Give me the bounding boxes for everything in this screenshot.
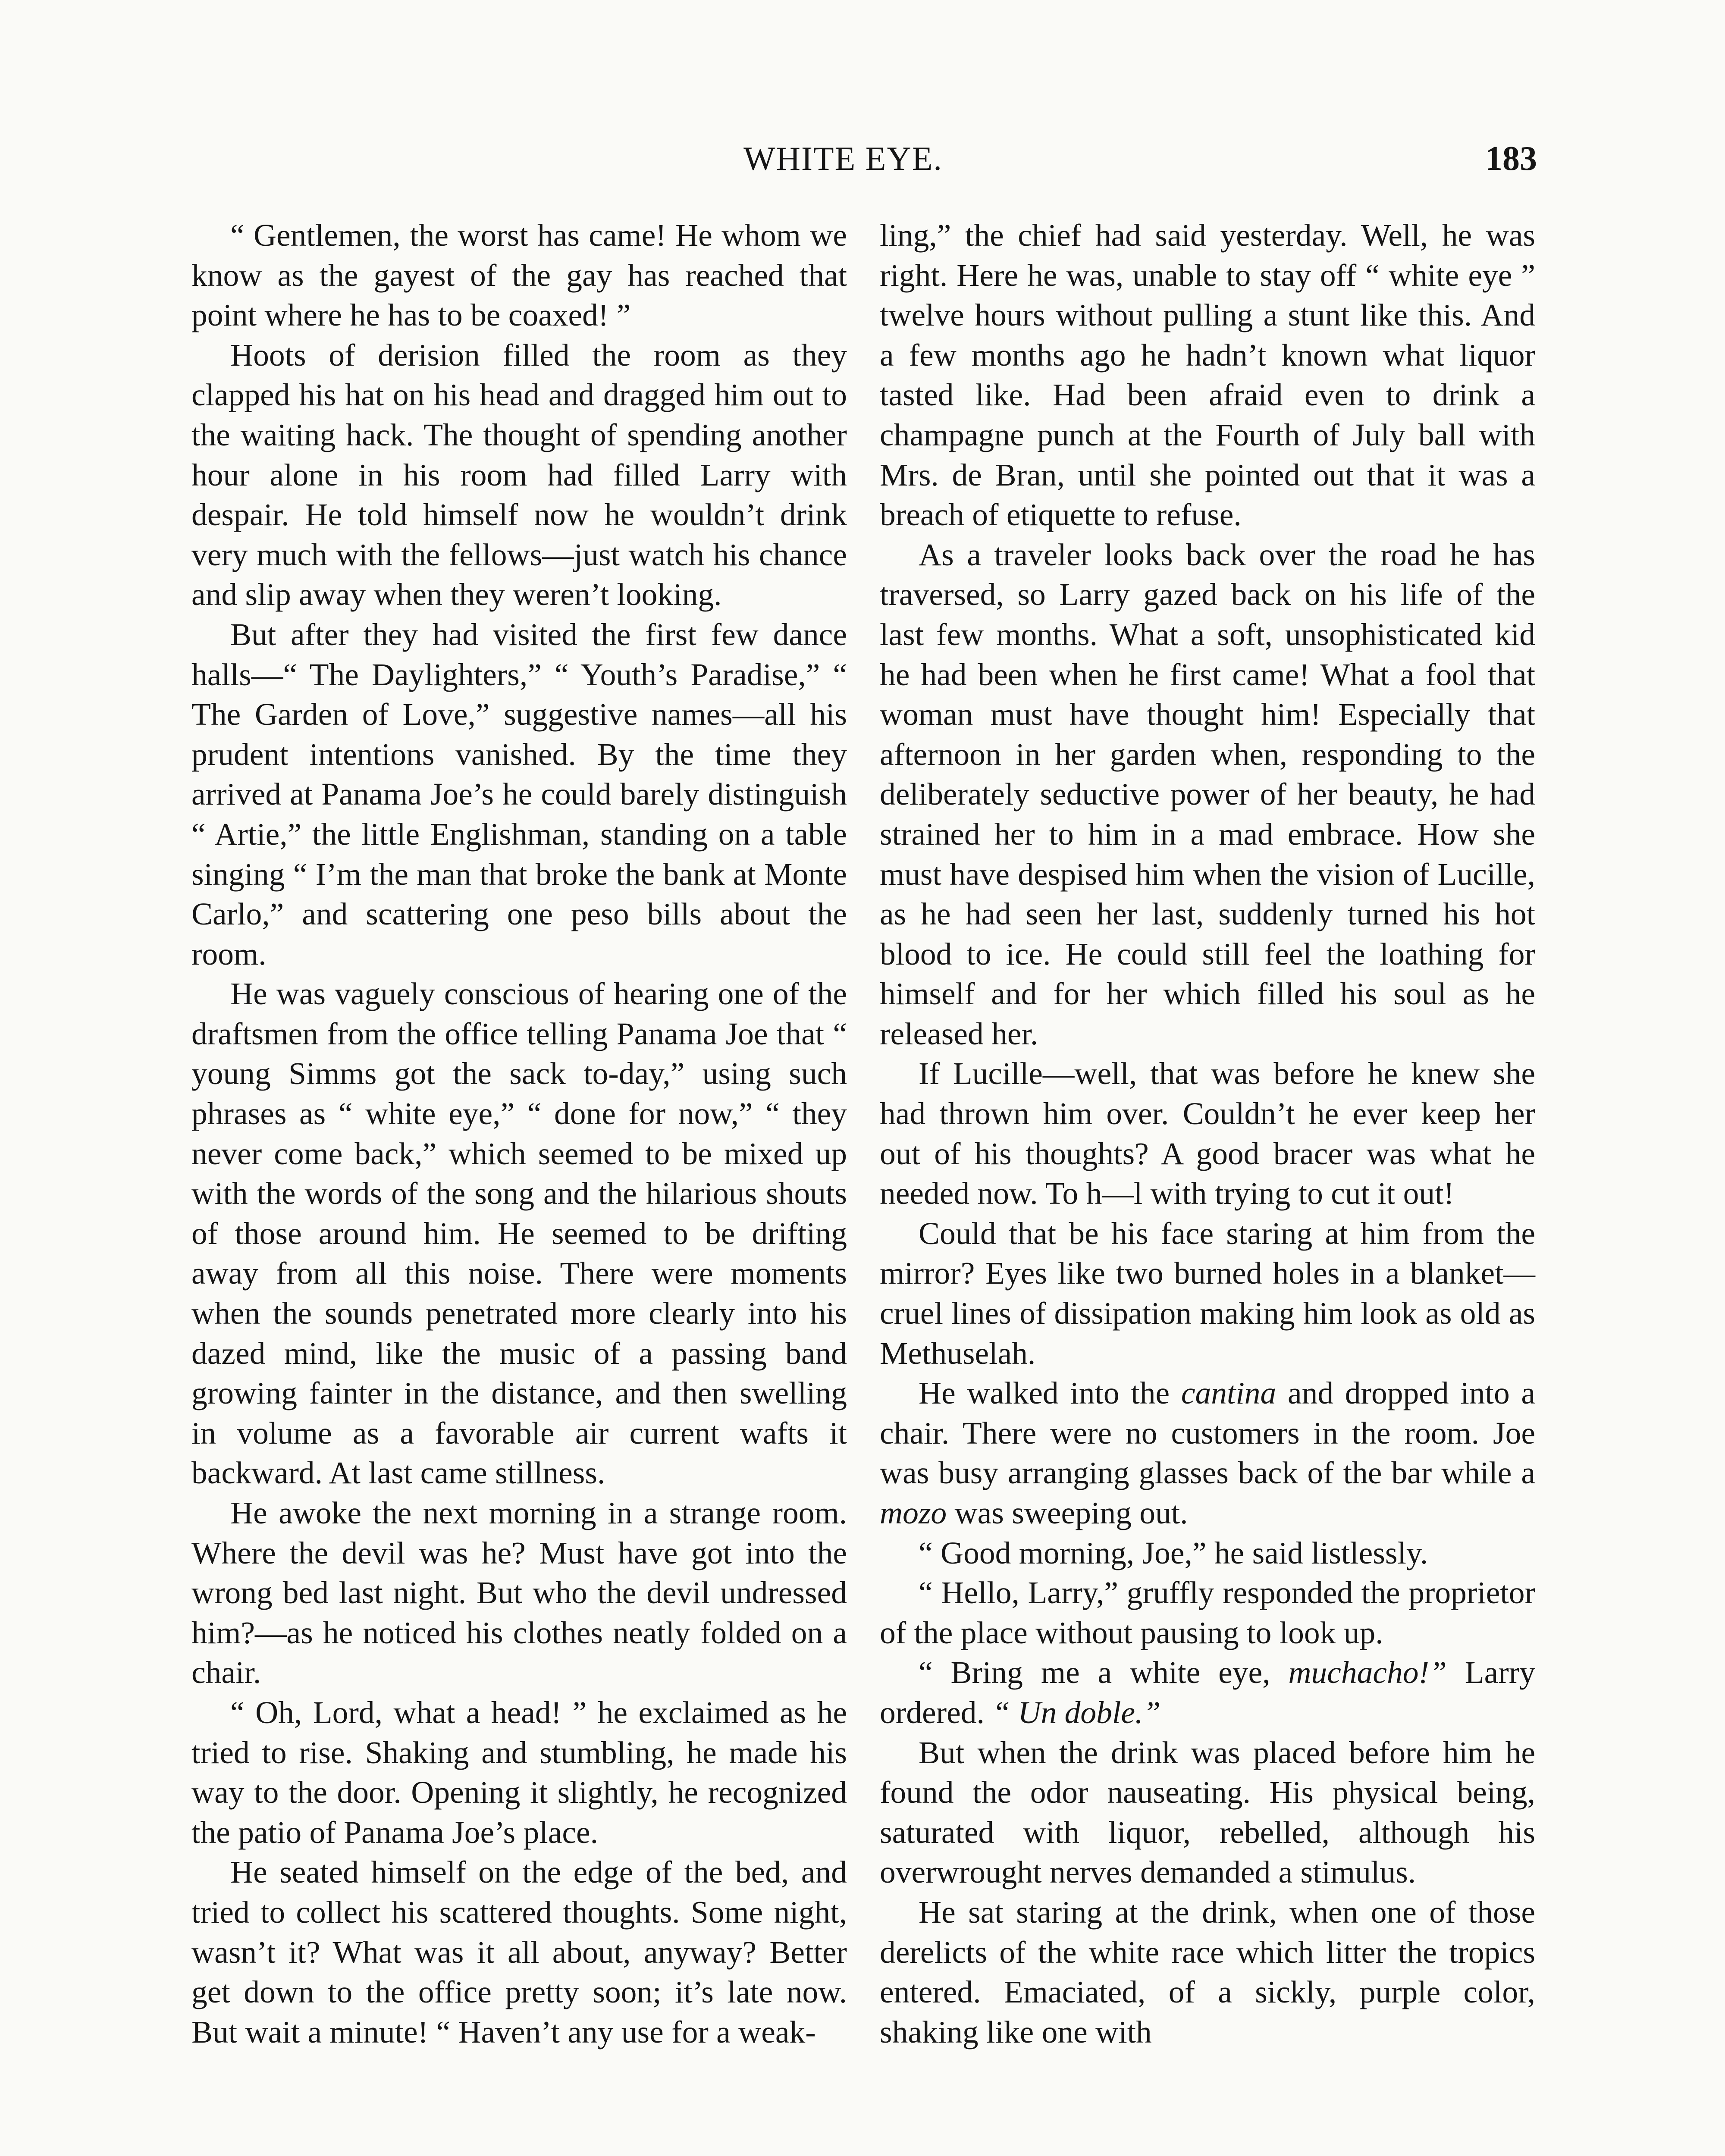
paragraph	[880, 1373, 1535, 1533]
page-header	[191, 137, 1537, 185]
paragraph: He was vaguely conscious of hearing one of the draftsmen from the office telling Panama Joe that “ young Simms got the sack to-day,” using such phrases as “ white eye,” “ done for now,” “ they never come back,” which seemed to be mixed up with the words of the song and the hilarious shouts of those around him. He seemed to be drifting away from all this noise. There were moments when the sounds penetrated more clearly into his dazed mind, like the music of a passing band growing fainter in the distance, and then swelling in volume as a favorable air current wafts it backward. At last came stillness.	[191, 976, 847, 1491]
paragraph: As a traveler looks back over the road he has traversed, so Larry gazed back on his life of the last few months. What a soft, unsophisticated kid he had been when he first came! What a fool that woman must have thought him! Especially that afternoon in her garden when, responding to the deliberately seductive power of her beauty, he had strained her to him in a mad embrace. How she must have despised him when the vision of Lucille, as he had seen her last, suddenly turned his hot blood to ice. He could still feel the loathing for himself and for her which filled his soul as he released her.	[880, 537, 1535, 1051]
italic-phrase: “ Un doble.”	[992, 1695, 1161, 1730]
text-run: was sweeping out.	[947, 1495, 1188, 1530]
paragraph-continuation: ling,” the chief had said yesterday. Well, he was right. Here he was, unable to stay off “ white eye ” twelve hours without pulling a stunt like this. And a few months ago he hadn’t known what liquor tasted like. Had been afraid even to drink a champagne punch at the Fourth of July ball with Mrs. de Bran, until she pointed out that it was a breach of etiquette to refuse.	[880, 218, 1535, 533]
paragraph: But when the drink was placed before him he found the odor nauseating. His physical being, saturated with liquor, rebelled, although his overwrought nerves demanded a stimulus.	[880, 1735, 1535, 1890]
right-column	[880, 216, 1535, 2052]
left-column	[191, 216, 847, 2052]
text-run: “ Bring me a white eye,	[919, 1655, 1289, 1690]
paragraph: He seated himself on the edge of the bed, and tried to collect his scattered thoughts. Some night, wasn’t it? What was it all about, anyway? Better get down to the office pretty soon; it’s late now. But wait a minute! “ Haven’t any use for a weak-	[191, 1855, 847, 2049]
paragraph: Hoots of derision filled the room as they clapped his hat on his head and dragged him out to the waiting hack. The thought of spending another hour alone in his room had filled Larry with despair. He told himself now he wouldn’t drink very much with the fellows—just watch his chance and slip away when they weren’t looking.	[191, 337, 847, 612]
paragraph: “ Oh, Lord, what a head! ” he exclaimed as he tried to rise. Shaking and stumbling, he made his way to the door. Opening it slightly, he recognized the patio of Panama Joe’s place.	[191, 1695, 847, 1850]
text-run: He walked into the	[919, 1376, 1181, 1411]
running-title: WHITE EYE.	[743, 140, 943, 177]
paragraph: Could that be his face staring at him from the mirror? Eyes like two burned holes in a blanket—cruel lines of dissipation making him look as old as Methuselah.	[880, 1216, 1535, 1371]
paragraph: He awoke the next morning in a strange room. Where the devil was he? Must have got into the wrong bed last night. But who the devil undressed him?—as he noticed his clothes neatly folded on a chair.	[191, 1495, 847, 1690]
page-number: 183	[1485, 140, 1537, 178]
paragraph: He sat staring at the drink, when one of those derelicts of the white race which litter the tropics entered. Emaciated, of a sickly, purple color, shaking like one with	[880, 1894, 1535, 2049]
paragraph: “ Gentlemen, the worst has came! He whom we know as the gayest of the gay has reached that point where he has to be coaxed! ”	[191, 218, 847, 333]
paragraph: If Lucille—well, that was before he knew she had thrown him over. Couldn’t he ever keep her out of his thoughts? A good bracer was what he needed now. To h—l with trying to cut it out!	[880, 1056, 1535, 1211]
italic-phrase: muchacho!”	[1288, 1655, 1447, 1690]
italic-word: mozo	[880, 1495, 947, 1530]
italic-word: cantina	[1181, 1376, 1276, 1411]
paragraph: But after they had visited the first few dance halls—“ The Daylighters,” “ Youth’s Paradise,” “ The Garden of Love,” suggestive names—all his prudent intentions vanished. By the time they arrived at Panama Joe’s he could barely distinguish “ Artie,” the little Englishman, standing on a table singing “ I’m the man that broke the bank at Monte Carlo,” and scattering one peso bills about the room.	[191, 617, 847, 971]
paragraph: “ Hello, Larry,” gruffly responded the proprietor of the place without pausing to look up.	[880, 1575, 1535, 1650]
paragraph: “ Good morning, Joe,” he said listlessly.	[919, 1535, 1428, 1570]
paragraph	[880, 1653, 1535, 1733]
text-run: and dropped into a chair. There were no customers in the room. Joe was busy arranging glasses back of the bar while a	[880, 1376, 1535, 1491]
text-run: Larry ordered.	[880, 1655, 1535, 1730]
